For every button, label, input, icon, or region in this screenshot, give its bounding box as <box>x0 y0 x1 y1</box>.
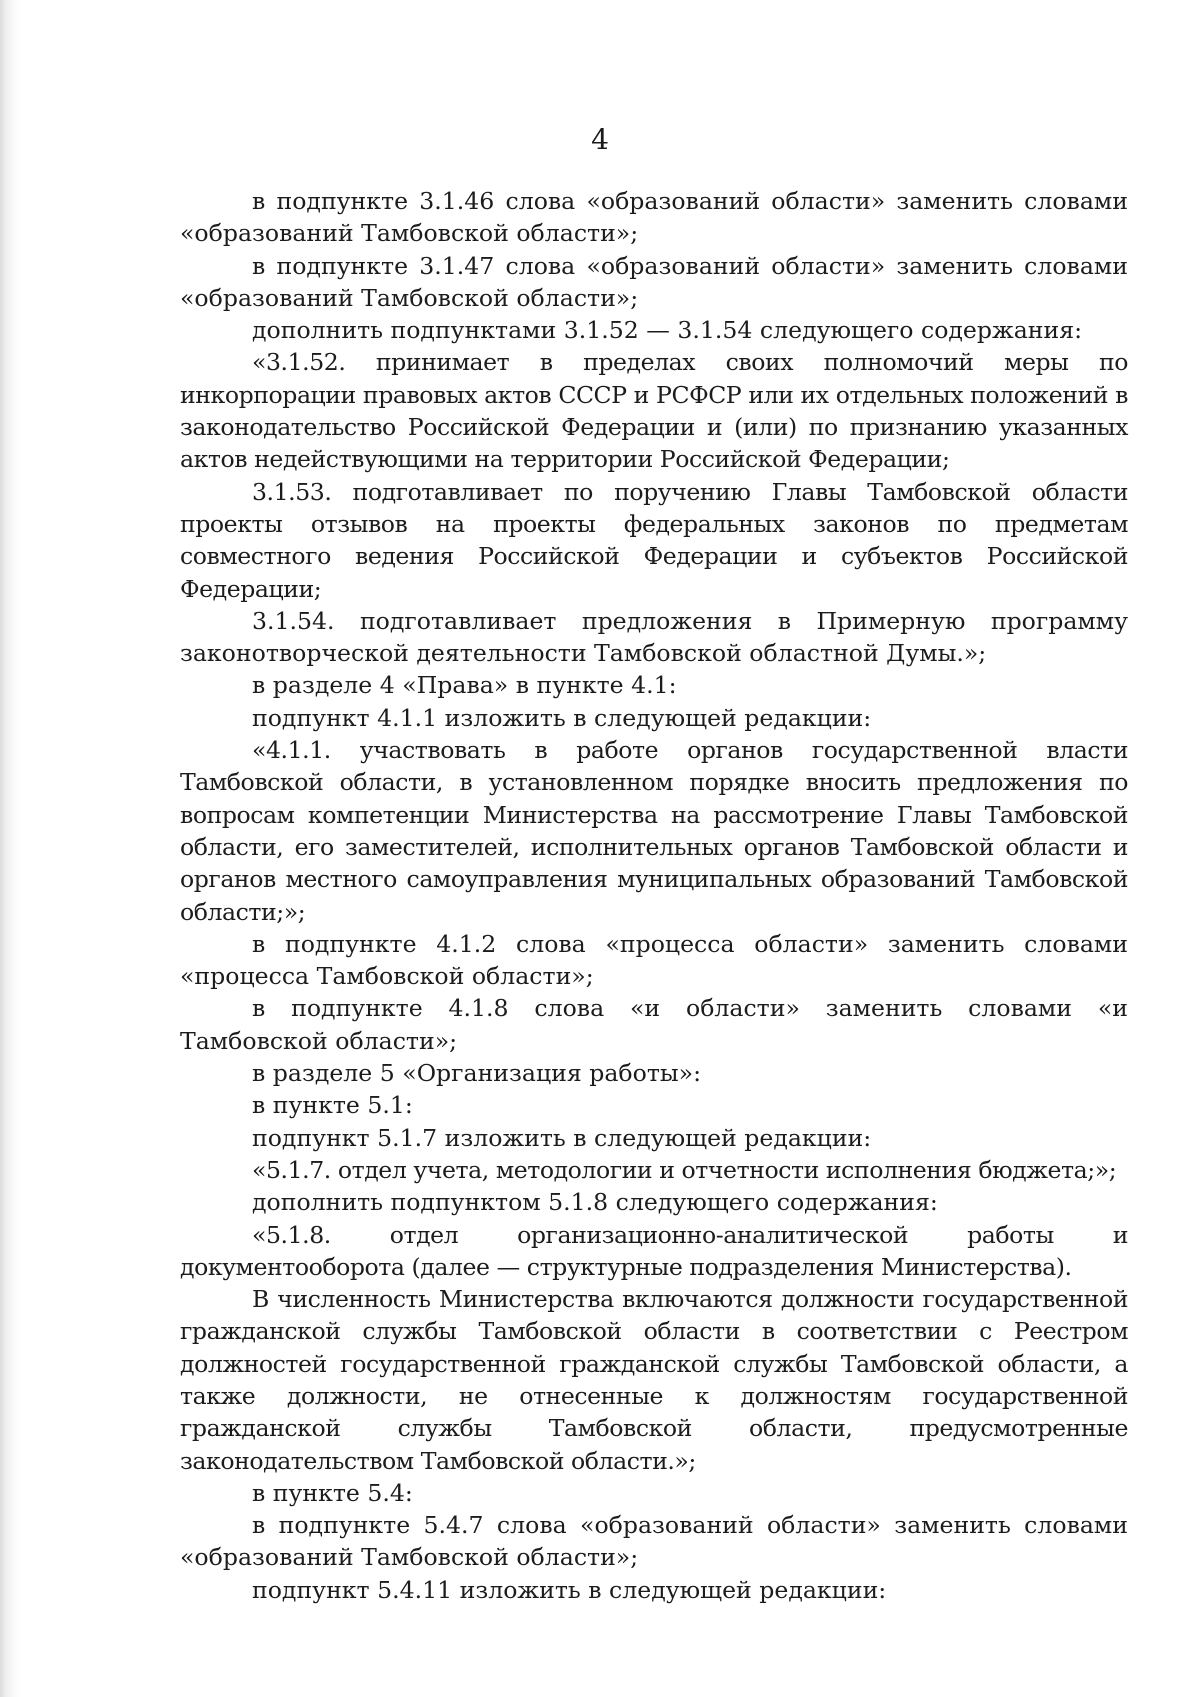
paragraph: подпункт 4.1.1 изложить в следующей редакции: <box>252 703 872 732</box>
document-body <box>180 185 1128 1606</box>
paragraph: в пункте 5.4: <box>252 1478 413 1507</box>
paragraph: в подпункте 4.1.2 слова «процесса области» заменить словами «процесса Тамбовской области»; <box>180 929 1128 991</box>
paragraph: в подпункте 3.1.46 слова «образований области» заменить словами «образований Тамбовской области»; <box>180 187 1128 248</box>
paragraph: в подпункте 5.4.7 слова «образований области» заменить словами «образований Тамбовской области»; <box>180 1511 1128 1572</box>
paragraph: в пункте 5.1: <box>252 1091 413 1120</box>
scan-edge-shadow <box>0 0 22 1697</box>
paragraph: 3.1.53. подготавливает по поручению Главы Тамбовской области проекты отзывов на проекты федеральных законов по предметам совместного ведения Российской Федерации и субъектов Российской Федерации; <box>180 477 1128 603</box>
paragraph: в подпункте 3.1.47 слова «образований области» заменить словами «образований Тамбовской области»; <box>180 251 1128 312</box>
paragraph: 3.1.54. подготавливает предложения в Примерную программу законотворческой деятельности Тамбовской областной Думы.»; <box>180 606 1128 668</box>
page-number: 4 <box>591 123 609 156</box>
paragraph: подпункт 5.1.7 изложить в следующей редакции: <box>252 1123 872 1152</box>
paragraph: В численность Министерства включаются должности государственной гражданской службы Тамбовской области в соответствии с Реестром должностей государственной гражданской службы Тамбовской области, а также должности, не отнесенные к должностям государственной гражданской службы Тамбовской области, предусмотренные законодательством Тамбовской области.»; <box>180 1285 1128 1475</box>
paragraph: «4.1.1. участвовать в работе органов государственной власти Тамбовской области, в установленном порядке вносить предложения по вопросам компетенции Министерства на рассмотрение Главы Тамбовской области, его заместителей, исполнительных органов Тамбовской области и органов местного самоуправления муниципальных образований Тамбовской области;»; <box>180 736 1128 926</box>
paragraph: дополнить подпунктом 5.1.8 следующего содержания: <box>252 1188 938 1217</box>
paragraph: подпункт 5.4.11 изложить в следующей редакции: <box>252 1575 887 1604</box>
paragraph: в разделе 5 «Организация работы»: <box>252 1059 702 1088</box>
paragraph: в разделе 4 «Права» в пункте 4.1: <box>252 671 677 700</box>
paragraph: «5.1.7. отдел учета, методологии и отчетности исполнения бюджета;»; <box>252 1155 1117 1184</box>
paragraph: дополнить подпунктами 3.1.52 — 3.1.54 следующего содержания: <box>252 316 1083 345</box>
paragraph: «3.1.52. принимает в пределах своих полномочий меры по инкорпорации правовых актов СССР и РСФСР или их отдельных положений в законодательство Российской Федерации и (или) по признанию указанных актов недействующими на территории Российской Федерации; <box>180 348 1128 474</box>
paragraph: «5.1.8. отдел организационно-аналитической работы и документооборота (далее — структурные подразделения Министерства). <box>180 1220 1128 1281</box>
paragraph: в подпункте 4.1.8 слова «и области» заменить словами «и Тамбовской области»; <box>180 994 1128 1055</box>
